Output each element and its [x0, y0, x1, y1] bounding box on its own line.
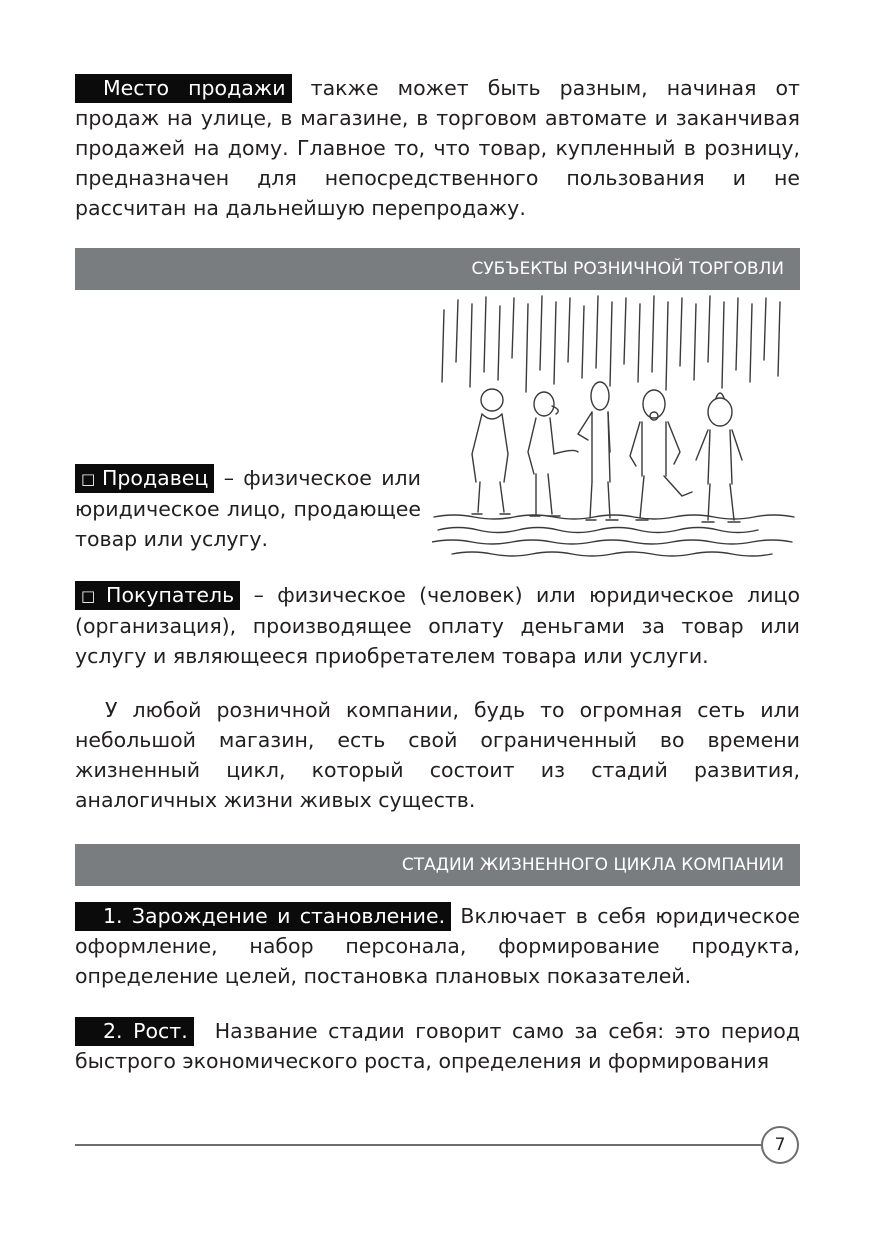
seller-paragraph: [75, 463, 421, 554]
stage-1-label: 1. Зарождение и становление.: [75, 902, 451, 931]
square-bullet-icon: □: [81, 470, 98, 488]
rain-lines-icon: [442, 296, 780, 392]
square-bullet-icon: □: [81, 587, 103, 605]
buyer-term: Покупатель: [106, 583, 235, 607]
intro-paragraph: [75, 73, 800, 223]
stage-1-paragraph: [75, 901, 800, 991]
ground-scribble-icon: [432, 515, 794, 556]
section-title: СТАДИИ ЖИЗНЕННОГО ЦИКЛА КОМПАНИИ: [401, 855, 784, 875]
seller-term-highlight: [75, 464, 214, 493]
buyer-paragraph: [75, 580, 800, 671]
stage-1-text: Включает в себя юридическое оформление, набор персонала, формирование продукта, определение целей, постановка плановых показателей.: [75, 904, 800, 988]
place-of-sale-highlight: Место продажи: [75, 74, 292, 103]
lifecycle-intro-paragraph: У любой розничной компании, будь то огромная сеть или небольшой магазин, есть свой ограниченный во времени жизненный цикл, который состоит из стадий развития, аналогичных жизни живых существ.: [75, 698, 800, 812]
stage-2-label: 2. Рост.: [75, 1017, 194, 1046]
buyer-definition: – физическое (человек) или юридическое лицо (организация), производящее оплату деньгами за товар или услугу и являющееся приобретателем товара или услуги.: [75, 583, 800, 668]
stage-2-paragraph: [75, 1016, 807, 1076]
person-2-icon: [528, 392, 578, 516]
footer-divider: [75, 1144, 763, 1146]
section-banner-lifecycle-stages: [75, 844, 800, 886]
person-3-icon: [578, 382, 618, 520]
stage-2-text: Название стадии говорит само за себя: это период быстрого экономического роста, определения и формирования: [75, 1019, 807, 1073]
section-title: СУБЪЕКТЫ РОЗНИЧНОЙ ТОРГОВЛИ: [471, 259, 784, 279]
page-number: 7: [761, 1126, 799, 1164]
seller-definition: – физическое или юридическое лицо, продающее товар или услугу.: [75, 466, 421, 551]
buyer-term-highlight: [75, 581, 240, 610]
person-4-icon: [630, 390, 692, 520]
cartoon-people-illustration: [432, 292, 800, 560]
intro-text: также может быть разным, начиная от продаж на улице, в магазине, в торговом автомате и заканчивая продажей на дому. Главное то, что товар, купленный в розницу, предназначен для непосредственного пользования и не рассчитан на дальнейшую перепродажу.: [75, 76, 800, 220]
person-1-icon: [472, 389, 510, 514]
person-5-icon: [696, 393, 742, 522]
section-banner-retail-subjects: [75, 248, 800, 290]
seller-term: Продавец: [102, 466, 209, 490]
